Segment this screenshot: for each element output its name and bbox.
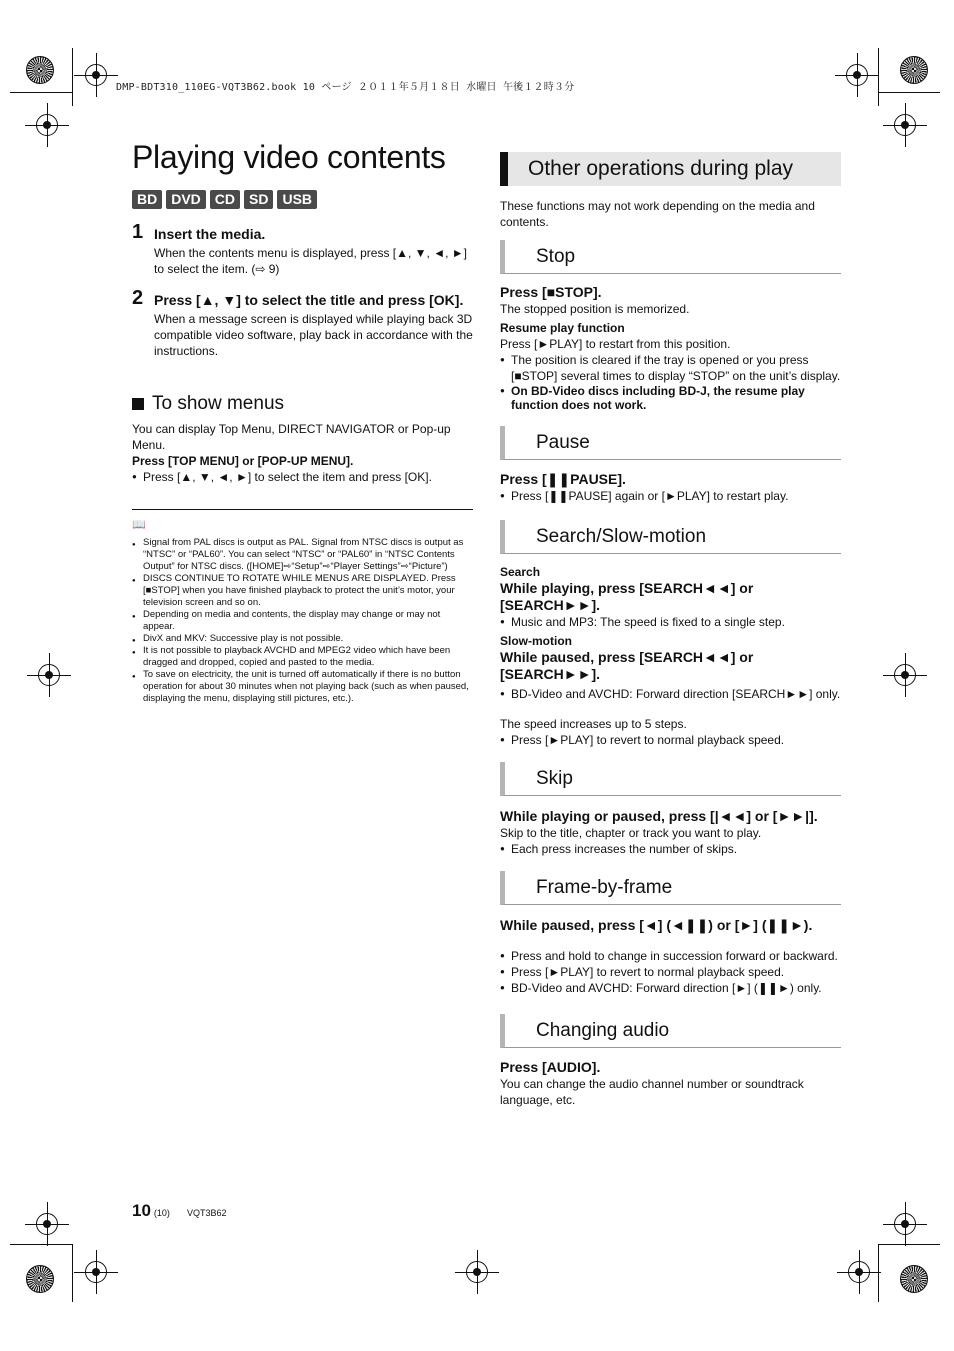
- section-heading-skip: Skip: [500, 762, 841, 796]
- step-number: 2: [132, 287, 144, 309]
- section-heading-pause: Pause: [500, 426, 841, 460]
- speed-text: The speed increases up to 5 steps.: [500, 717, 687, 731]
- step-1: [132, 221, 473, 277]
- step-body: When a message screen is displayed while playing back 3D compatible video software, play back in accordance with the instructions.: [154, 312, 473, 358]
- pause-bullet: ● Press [❚❚PAUSE] again or [►PLAY] to restart play.: [500, 488, 841, 504]
- skip-command: While playing or paused, press [|◄◄] or [►►|].: [500, 808, 818, 824]
- notes-section: [132, 509, 473, 705]
- section-heading-search: Search/Slow-motion: [500, 520, 841, 554]
- menus-heading-text: To show menus: [152, 393, 285, 414]
- page-footer: [132, 1201, 226, 1221]
- skip-bullet: ● Each press increases the number of skips.: [500, 841, 841, 857]
- resume-label: Resume play function: [500, 321, 625, 335]
- registration-mark-icon: [894, 1213, 916, 1235]
- star-target-icon: [900, 1265, 928, 1293]
- skip-text: Skip to the title, chapter or track you want to play.: [500, 826, 762, 840]
- media-badge-dvd: DVD: [166, 190, 206, 209]
- registration-mark-icon: [85, 64, 107, 86]
- slow-motion-bullet: ● BD-Video and AVCHD: Forward direction [SEARCH►►] only.: [500, 686, 841, 702]
- audio-command: Press [AUDIO].: [500, 1059, 601, 1075]
- frame-bullet: ● Press and hold to change in succession forward or backward.: [500, 948, 841, 964]
- search-command: While playing, press [SEARCH◄◄] or [SEARCH►►].: [500, 580, 754, 613]
- registration-mark-icon: [36, 1213, 58, 1235]
- registration-mark-icon: [848, 1261, 870, 1283]
- pause-command: Press [❚❚PAUSE].: [500, 471, 626, 487]
- registration-mark-icon: [85, 1261, 107, 1283]
- registration-mark-icon: [894, 664, 916, 686]
- resume-text: Press [►PLAY] to restart from this position.: [500, 337, 731, 351]
- note-item: ● DivX and MKV: Successive play is not possible.: [132, 633, 473, 645]
- slow-motion-label: Slow-motion: [500, 634, 572, 648]
- square-bullet-icon: [132, 398, 144, 410]
- frame-command: While paused, press [◄] (◄❚❚) or [►] (❚❚►).: [500, 917, 813, 933]
- registration-mark-icon: [846, 64, 868, 86]
- step-body: When the contents menu is displayed, press [▲, ▼, ◄, ►] to select the item. (⇨ 9): [154, 246, 467, 276]
- slow-motion-command: While paused, press [SEARCH◄◄] or [SEARCH►►].: [500, 649, 754, 682]
- page-number-sub: (10): [153, 1208, 170, 1218]
- right-column: [500, 152, 841, 1108]
- note-item: ● It is not possible to playback AVCHD and MPEG2 video which have been dragged and dropped, copied and pasted to the media.: [132, 645, 473, 669]
- stop-bullet: ● The position is cleared if the tray is opened or you press [■STOP] several times to display “STOP” on the unit’s display.: [500, 352, 841, 384]
- page-number: 10: [132, 1201, 151, 1220]
- frame-bullet: ● BD-Video and AVCHD: Forward direction [►] (❚❚►) only.: [500, 980, 841, 996]
- registration-mark-icon: [38, 664, 60, 686]
- star-target-icon: [26, 1265, 54, 1293]
- search-bullet: ● Music and MP3: The speed is fixed to a single step.: [500, 614, 841, 630]
- stop-text: The stopped position is memorized.: [500, 302, 690, 316]
- book-icon: 📖: [132, 519, 146, 531]
- audio-text: You can change the audio channel number or soundtrack language, etc.: [500, 1077, 804, 1107]
- star-target-icon: [900, 56, 928, 84]
- note-item: ● Signal from PAL discs is output as PAL. Signal from NTSC discs is output as “NTSC” or “PAL60”. You can select “NTSC” or “PAL60” in “NTSC Contents Output” for NTSC discs. ([HOME]⇨“Setup”⇨“Player Settings”⇨“Picture”): [132, 537, 473, 573]
- step-2: [132, 287, 473, 359]
- registration-mark-icon: [466, 1261, 488, 1283]
- media-badge-sd: SD: [244, 190, 273, 209]
- book-header-line: DMP-BDT310_110EG-VQT3B62.book 10 ページ ２０１１年５月１８日 水曜日 午後１２時３分: [116, 82, 575, 93]
- registration-mark-icon: [36, 114, 58, 136]
- notes-list: [132, 537, 473, 705]
- step-number: 1: [132, 221, 144, 243]
- stop-bullet-bold: ● On BD-Video discs including BD-J, the resume play function does not work.: [500, 384, 841, 412]
- section-heading-frame: Frame-by-frame: [500, 871, 841, 905]
- media-badges: [132, 190, 473, 209]
- step-title: Insert the media.: [154, 226, 266, 242]
- menus-bullet: ● Press [▲, ▼, ◄, ►] to select the item and press [OK].: [132, 469, 473, 485]
- step-title: Press [▲, ▼] to select the title and press [OK].: [154, 292, 464, 308]
- search-label: Search: [500, 565, 541, 579]
- left-column: [132, 138, 473, 705]
- media-badge-usb: USB: [277, 190, 317, 209]
- section-heading-stop: Stop: [500, 240, 841, 274]
- section-heading-audio: Changing audio: [500, 1014, 841, 1048]
- menus-command: Press [TOP MENU] or [POP-UP MENU].: [132, 454, 354, 468]
- intro-text: These functions may not work depending on the media and contents.: [500, 199, 815, 229]
- stop-command: Press [■STOP].: [500, 284, 602, 300]
- menus-text: You can display Top Menu, DIRECT NAVIGATOR or Pop-up Menu.: [132, 422, 451, 452]
- registration-mark-icon: [894, 114, 916, 136]
- frame-bullet: ● Press [►PLAY] to revert to normal playback speed.: [500, 964, 841, 980]
- document-code: VQT3B62: [186, 1208, 227, 1218]
- page-title: Playing video contents: [132, 139, 446, 175]
- speed-bullet: ● Press [►PLAY] to revert to normal playback speed.: [500, 732, 841, 748]
- media-badge-bd: BD: [132, 190, 162, 209]
- menus-heading: [132, 393, 473, 415]
- other-operations-heading: Other operations during play: [500, 152, 841, 186]
- media-badge-cd: CD: [210, 190, 240, 209]
- note-item: ● Depending on media and contents, the display may change or may not appear.: [132, 609, 473, 633]
- note-item: ● DISCS CONTINUE TO ROTATE WHILE MENUS ARE DISPLAYED. Press [■STOP] when you have finished playback to protect the unit’s motor, your television screen and so on.: [132, 573, 473, 609]
- note-item: ● To save on electricity, the unit is turned off automatically if there is no button operation for about 30 minutes when not playing back (such as when paused, displaying the menu, displaying still pictures, etc.).: [132, 669, 473, 705]
- star-target-icon: [26, 56, 54, 84]
